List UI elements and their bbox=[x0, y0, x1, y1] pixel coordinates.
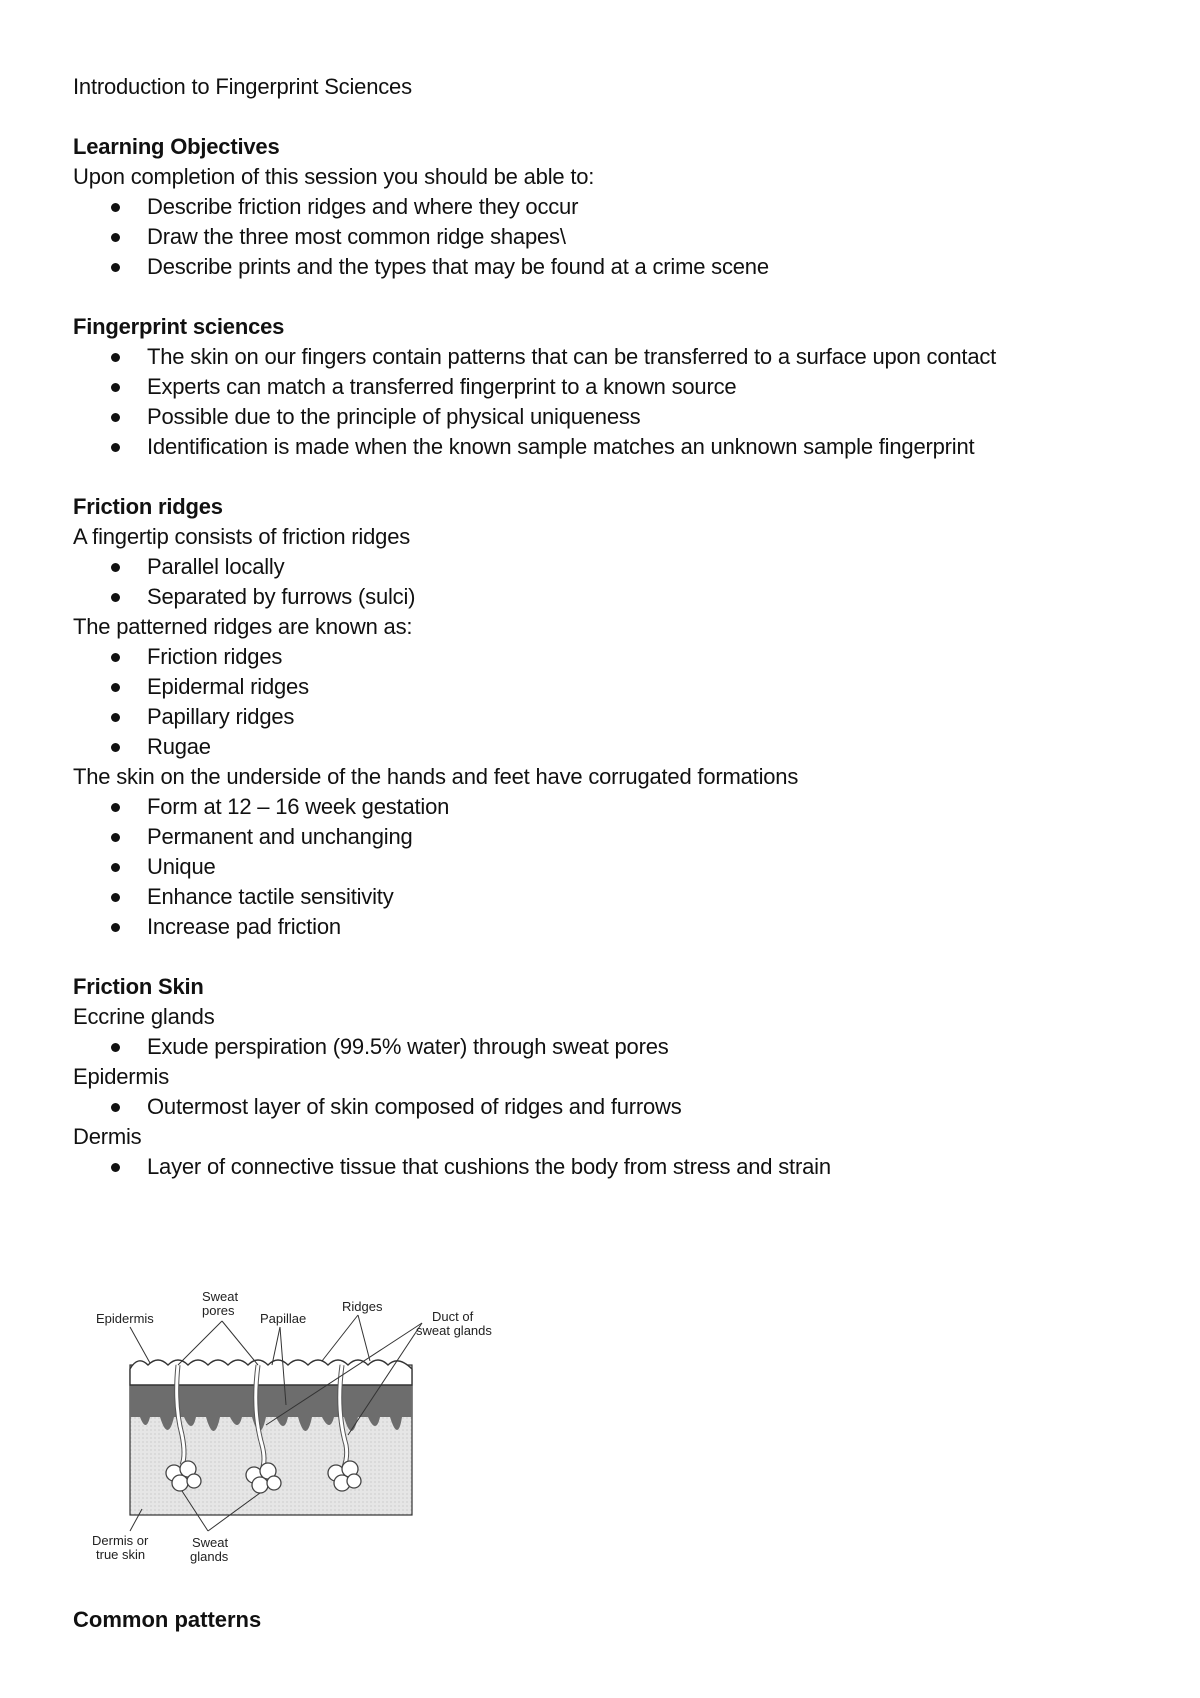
label-duct-1: Duct of bbox=[432, 1309, 474, 1324]
friction-ridges-underside: The skin on the underside of the hands and feet have corrugated formations bbox=[73, 764, 799, 789]
list-item: Parallel locally bbox=[73, 552, 1133, 582]
bullet-icon bbox=[111, 563, 120, 572]
friction-ridges-heading: Friction ridges bbox=[73, 494, 223, 519]
list-item: Describe friction ridges and where they occur bbox=[73, 192, 1133, 222]
bullet-icon bbox=[111, 803, 120, 812]
list-item: Separated by furrows (sulci) bbox=[73, 582, 1133, 612]
bullet-icon bbox=[111, 413, 120, 422]
list-item: Experts can match a transferred fingerprint to a known source bbox=[73, 372, 1133, 402]
learning-objectives-heading: Learning Objectives bbox=[73, 134, 280, 159]
label-sweat-pores-1: Sweat bbox=[202, 1289, 239, 1304]
document-body bbox=[73, 72, 1133, 1182]
fingerprint-sciences-list bbox=[73, 342, 1133, 462]
bullet-icon bbox=[111, 1103, 120, 1112]
bullet-icon bbox=[111, 383, 120, 392]
list-item: Epidermal ridges bbox=[73, 672, 1133, 702]
bullet-icon bbox=[111, 923, 120, 932]
bullet-icon bbox=[111, 743, 120, 752]
eccrine-glands-label: Eccrine glands bbox=[73, 1004, 215, 1029]
skin-cross-section-diagram bbox=[90, 1285, 530, 1570]
epidermis-label: Epidermis bbox=[73, 1064, 170, 1089]
list-item: Draw the three most common ridge shapes\ bbox=[73, 222, 1133, 252]
list-item: Layer of connective tissue that cushions the body from stress and strain bbox=[73, 1152, 1133, 1182]
bullet-icon bbox=[111, 863, 120, 872]
bullet-icon bbox=[111, 203, 120, 212]
bullet-icon bbox=[111, 443, 120, 452]
list-item: Describe prints and the types that may be found at a crime scene bbox=[73, 252, 1133, 282]
learning-objectives-intro: Upon completion of this session you should be able to: bbox=[73, 164, 595, 189]
label-sweat-glands-1: Sweat bbox=[192, 1535, 229, 1550]
list-item: Increase pad friction bbox=[73, 912, 1133, 942]
label-sweat-glands-2: glands bbox=[190, 1549, 229, 1564]
dermis-label: Dermis bbox=[73, 1124, 142, 1149]
list-item: The skin on our fingers contain patterns that can be transferred to a surface upon contact bbox=[73, 342, 1133, 372]
bullet-icon bbox=[111, 1043, 120, 1052]
label-dermis-1: Dermis or bbox=[92, 1533, 149, 1548]
epidermis-ridges bbox=[130, 1360, 412, 1385]
list-item: Identification is made when the known sample matches an unknown sample fingerprint bbox=[73, 432, 1133, 462]
bullet-icon bbox=[111, 353, 120, 362]
fingerprint-sciences-heading: Fingerprint sciences bbox=[73, 314, 285, 339]
bullet-icon bbox=[111, 893, 120, 902]
list-item: Friction ridges bbox=[73, 642, 1133, 672]
skin-cross-section-figure bbox=[90, 1285, 530, 1570]
list-item: Exude perspiration (99.5% water) through sweat pores bbox=[73, 1032, 1133, 1062]
label-ridges: Ridges bbox=[342, 1299, 383, 1314]
friction-skin-heading: Friction Skin bbox=[73, 974, 204, 999]
bullet-icon bbox=[111, 1163, 120, 1172]
document-title: Introduction to Fingerprint Sciences bbox=[73, 74, 412, 99]
bullet-icon bbox=[111, 233, 120, 242]
label-papillae: Papillae bbox=[260, 1311, 307, 1326]
friction-ridges-list-2 bbox=[73, 642, 1133, 762]
list-item: Rugae bbox=[73, 732, 1133, 762]
label-dermis-2: true skin bbox=[96, 1547, 146, 1562]
epidermis-list bbox=[73, 1092, 1133, 1122]
friction-ridges-list-3 bbox=[73, 792, 1133, 942]
list-item: Outermost layer of skin composed of ridges and furrows bbox=[73, 1092, 1133, 1122]
learning-objectives-list bbox=[73, 192, 1133, 282]
friction-ridges-intro: A fingertip consists of friction ridges bbox=[73, 524, 411, 549]
label-duct-2: sweat glands bbox=[416, 1323, 492, 1338]
bullet-icon bbox=[111, 653, 120, 662]
bullet-icon bbox=[111, 263, 120, 272]
bullet-icon bbox=[111, 713, 120, 722]
eccrine-list bbox=[73, 1032, 1133, 1062]
list-item: Possible due to the principle of physical uniqueness bbox=[73, 402, 1133, 432]
friction-ridges-list-1 bbox=[73, 552, 1133, 612]
label-sweat-pores-2: pores bbox=[202, 1303, 235, 1318]
common-patterns-heading: Common patterns bbox=[73, 1607, 262, 1632]
bullet-icon bbox=[111, 833, 120, 842]
friction-ridges-known-as: The patterned ridges are known as: bbox=[73, 614, 413, 639]
list-item: Permanent and unchanging bbox=[73, 822, 1133, 852]
list-item: Form at 12 – 16 week gestation bbox=[73, 792, 1133, 822]
list-item: Enhance tactile sensitivity bbox=[73, 882, 1133, 912]
list-item: Papillary ridges bbox=[73, 702, 1133, 732]
bullet-icon bbox=[111, 593, 120, 602]
bullet-icon bbox=[111, 683, 120, 692]
dermis-list bbox=[73, 1152, 1133, 1182]
label-epidermis: Epidermis bbox=[96, 1311, 154, 1326]
list-item: Unique bbox=[73, 852, 1133, 882]
